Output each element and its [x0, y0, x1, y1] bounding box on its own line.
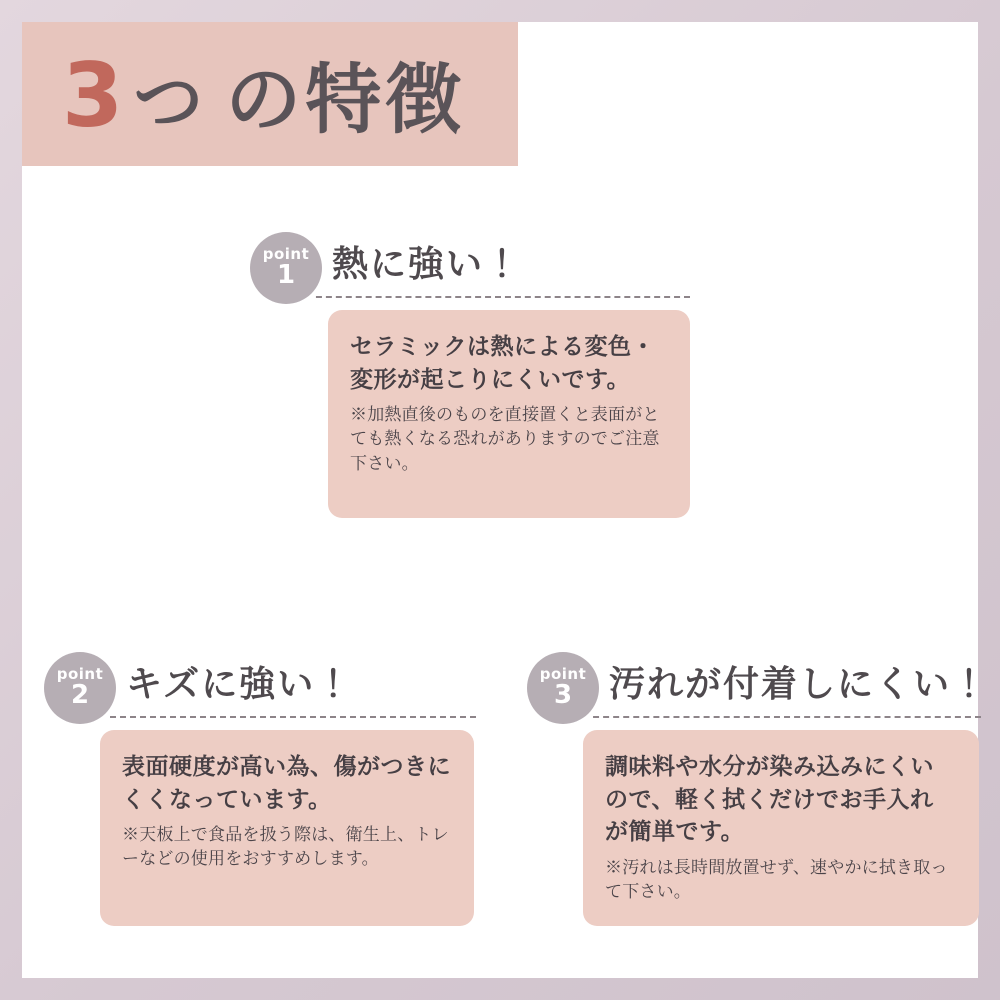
- point-2-badge: [44, 652, 116, 724]
- point-1-divider: [306, 296, 690, 298]
- point-2-card: [100, 730, 474, 926]
- point-1-lead: セラミックは熱による変色・変形が起こりにくいです。: [350, 333, 656, 392]
- point-2-badge-word: point: [56, 664, 104, 683]
- point-block-1: [250, 232, 690, 518]
- point-3-lead: 調味料や水分が染み込みにくいので、軽く拭くだけでお手入れが簡単です。: [605, 753, 934, 845]
- page-title: [62, 44, 466, 147]
- point-3-badge-number: 3: [553, 679, 573, 710]
- point-1-card: [328, 310, 690, 518]
- point-3-card: [583, 730, 979, 926]
- point-block-2: [44, 652, 474, 926]
- point-2-divider: [100, 716, 476, 718]
- point-1-badge-word: point: [262, 244, 310, 263]
- point-1-title: 熱に強い！: [332, 243, 523, 284]
- point-2-lead: 表面硬度が高い為、傷がつきにくくなっています。: [122, 753, 451, 812]
- point-1-badge: [250, 232, 322, 304]
- point-1-badge-number: 1: [276, 259, 296, 290]
- point-3-badge-word: point: [539, 664, 587, 683]
- point-2-badge-number: 2: [70, 679, 90, 710]
- point-3-title: 汚れが付着しにくい！: [609, 663, 990, 704]
- header-number: 3: [62, 44, 128, 147]
- point-3-note: ※汚れは長時間放置せず、速やかに拭き取って下さい。: [605, 857, 948, 902]
- point-3-badge: [527, 652, 599, 724]
- point-2-header: [44, 652, 474, 724]
- poster-canvas: [22, 22, 990, 978]
- point-1-header: [250, 232, 690, 304]
- header-rest: の特徴: [225, 58, 466, 143]
- point-1-note: ※加熱直後のものを直接置くと表面がとても熱くなる恐れがありますのでご注意下さい。: [350, 405, 660, 473]
- point-3-divider: [583, 716, 981, 718]
- point-3-header: [527, 652, 990, 724]
- point-2-title: キズに強い！: [126, 663, 354, 704]
- point-2-note: ※天板上で食品を扱う際は、衛生上、トレーなどの使用をおすすめします。: [122, 825, 449, 869]
- header-tsu: つ: [133, 63, 208, 141]
- point-block-3: [527, 652, 990, 926]
